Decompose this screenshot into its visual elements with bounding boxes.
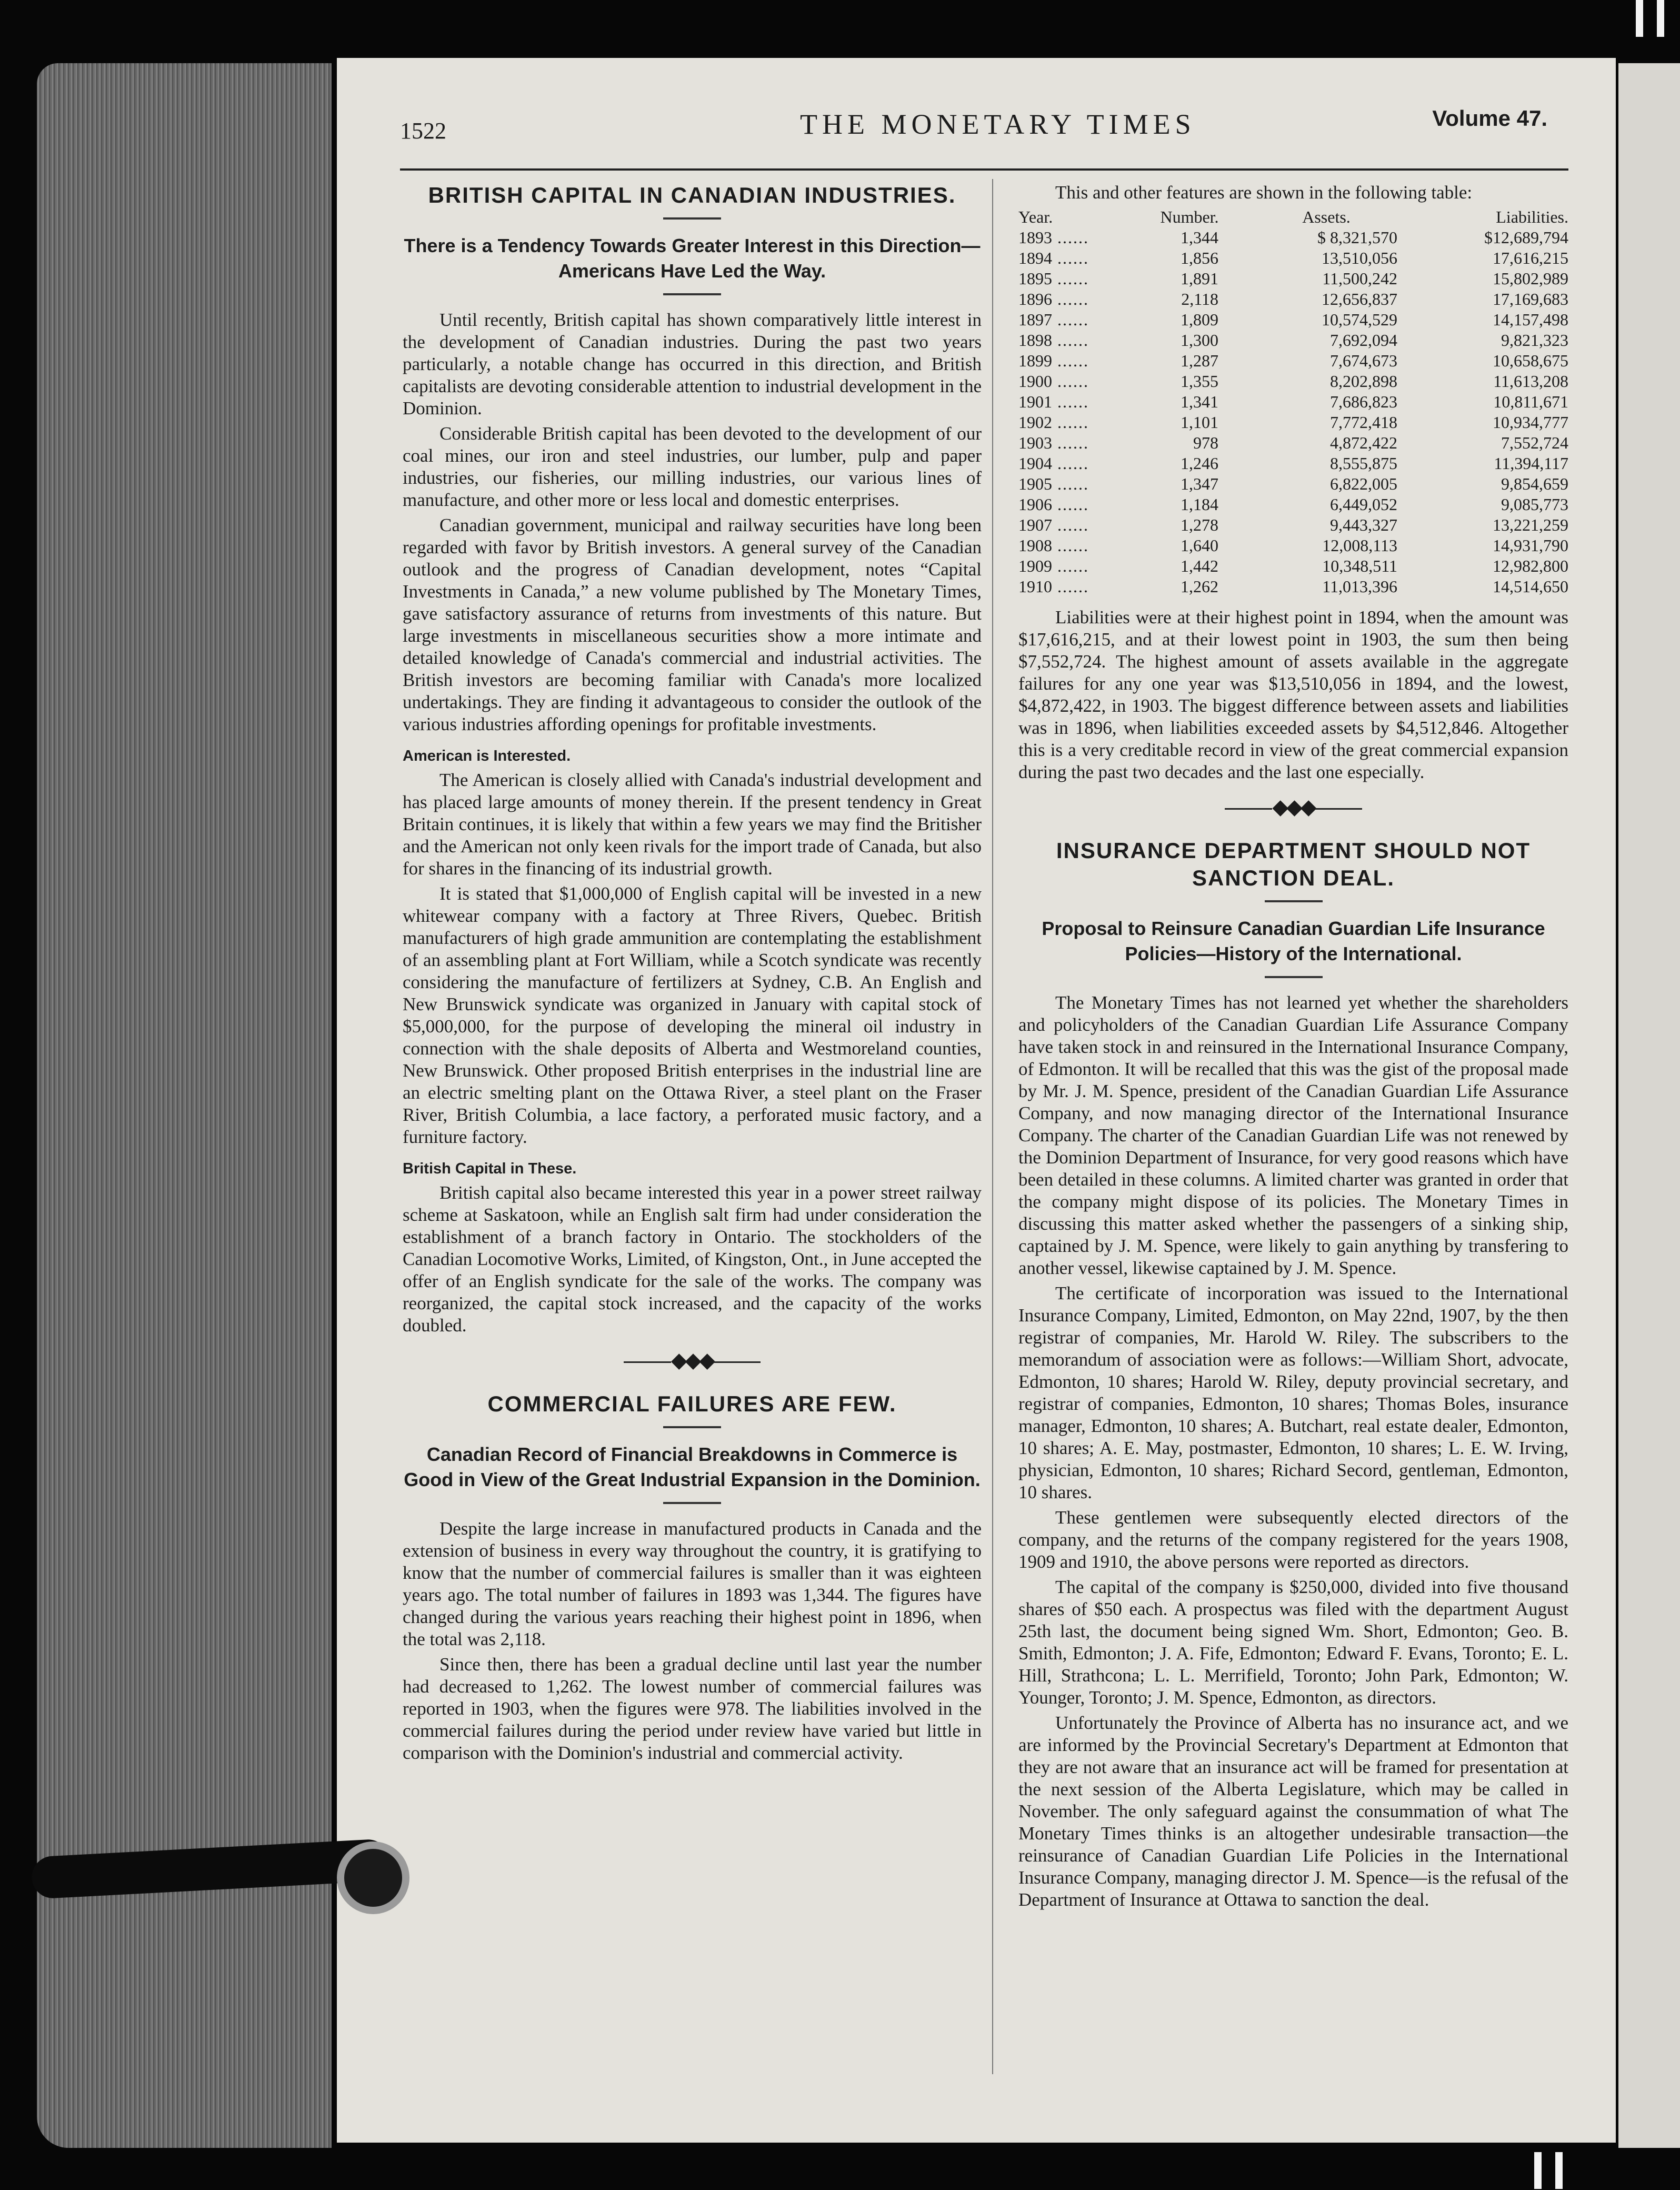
paragraph: Liabilities were at their highest point in 1894, when the amount was $17,616,215, and at their lowest point in 1903, the sum then being $7,552,724. The highest amount of assets available in the aggregate failures for any one year was $13,510,056 in 1894, and the lowest, $4,872,422, in 1903. The biggest difference between assets and liabilities was in 1896, when liabilities exceeded assets by $4,512,846. Altogether this is a very creditable record in view of the great commercial expansion during the past two decades and the last one especially. (1018, 607, 1568, 782)
pen-clip (337, 1841, 409, 1914)
film-mark (1534, 2152, 1542, 2189)
title-rule (663, 1426, 721, 1428)
table-cell-assets: 7,692,094 (1330, 331, 1397, 350)
film-mark (1555, 2152, 1563, 2189)
table-cell-year: 1904 ...... (1018, 453, 1139, 474)
table-cell-year: 1907 ...... (1018, 515, 1139, 535)
table-cell-liabilities: 17,169,683 (1493, 290, 1568, 308)
table-cell-assets: 7,674,673 (1330, 351, 1397, 370)
paragraph: The certificate of incorporation was issued to the International Insurance Company, Limited, Edmonton, on May 22nd, 1907, by the then registrar of companies, Mr. Harold W. Riley. The subscribers to the memorandum of association were as follows:—William Short, advocate, Edmonton, 10 shares; Harold W. Riley, deputy provincial secretary, and registrar of companies, Edmonton, 10 shares; Thomas Boles, insurance manager, Edmonton, 10 shares; A. Butchart, real estate dealer, Edmonton, 10 shares; A. E. May, postmaster, Edmonton, 10 shares; L. E. W. Irving, physician, Edmonton, 10 shares; Richard Secord, gentleman, Edmonton, 10 shares. (1018, 1283, 1568, 1502)
table-cell-liabilities: 13,221,259 (1493, 515, 1568, 534)
paragraph: These gentlemen were subsequently elected directors of the company, and the returns of the company registered for the years 1908, 1909 and 1910, the above persons were reported as directors. (1018, 1507, 1568, 1572)
table-body (1018, 227, 1568, 597)
table-cell-year: 1909 ...... (1018, 556, 1139, 576)
table-row (1018, 515, 1568, 535)
side-heading: British Capital in These. (403, 1160, 577, 1177)
table-cell-number: 1,262 (1181, 577, 1218, 596)
table-cell-liabilities: 9,085,773 (1501, 495, 1568, 514)
table-cell-liabilities: 14,931,790 (1493, 536, 1568, 555)
column-rule (992, 179, 993, 2074)
table-cell-assets: 6,449,052 (1330, 495, 1397, 514)
header-rule (400, 168, 1568, 171)
article-title: BRITISH CAPITAL IN CANADIAN INDUSTRIES. (428, 183, 956, 207)
film-mark (1657, 0, 1664, 37)
table-cell-number: 1,287 (1181, 351, 1218, 370)
table-row (1018, 227, 1568, 248)
table-row (1018, 576, 1568, 597)
table-row (1018, 351, 1568, 371)
subtitle-rule (663, 293, 721, 295)
table-cell-assets: 8,202,898 (1330, 372, 1397, 391)
table-cell-year: 1899 ...... (1018, 351, 1139, 371)
paragraph: Considerable British capital has been devoted to the development of our coal mines, our iron and steel industries, our lumber, pulp and paper industries, our fisheries, our milling industries, our various lines of manufacture, and other more or less local and domestic enterprises. (403, 423, 982, 510)
article-subtitle: Canadian Record of Financial Breakdowns in Commerce is Good in View of the Great Industrial Expansion in the Dominion. (404, 1444, 981, 1490)
table-cell-assets: 9,443,327 (1330, 515, 1397, 534)
table-cell-year: 1900 ...... (1018, 371, 1139, 392)
table-cell-number: 1,278 (1181, 515, 1218, 534)
table-header-row (1018, 207, 1568, 227)
table-cell-year: 1896 ...... (1018, 289, 1139, 310)
masthead: THE MONETARY TIMES (800, 108, 1196, 140)
left-column (403, 182, 982, 1767)
table-cell-assets: 12,008,113 (1322, 536, 1397, 555)
table-cell-year: 1897 ...... (1018, 310, 1139, 330)
column-header: Liabilities. (1496, 207, 1568, 226)
table-cell-number: 1,101 (1181, 413, 1218, 432)
paragraph: British capital also became interested this year in a power street railway scheme at Saskatoon, while an English salt firm had under consideration the establishment of a branch factory in Ontario. The stockholders of the Canadian Locomotive Works, Limited, of Kingston, Ont., in June accepted the offer of an English syndicate for the sale of the works. The company was reorganized, the capital stock increased, and the capacity of the works doubled. (403, 1182, 982, 1336)
paragraph: The capital of the company is $250,000, divided into five thousand shares of $50 each. A prospectus was filed with the department August 25th last, the document being signed Wm. Short, Edmonton; Geo. B. Smith, Edmonton; J. A. Fife, Edmonton; Edward F. Evans, Toronto; E. L. Hill, Strathcona; L. L. Merrifield, Toronto; John Park, Edmonton; W. Younger, Toronto; J. M. Spence, Edmonton, as directors. (1018, 1577, 1568, 1708)
volume-label: Volume 47. (1432, 106, 1547, 131)
table-cell-liabilities: 14,157,498 (1493, 310, 1568, 329)
table-row (1018, 371, 1568, 392)
table-row (1018, 494, 1568, 515)
paragraph: Despite the large increase in manufactured products in Canada and the extension of business in every way throughout the country, it is gratifying to know that the number of commercial failures is smaller than it was eighteen years ago. The total number of failures in 1893 was 1,344. The figures have changed during the various years reaching their highest point in 1896, when the total was 2,118. (403, 1518, 982, 1649)
table-row (1018, 268, 1568, 289)
table-cell-number: 1,355 (1181, 372, 1218, 391)
table-row (1018, 433, 1568, 453)
table-cell-liabilities: 7,552,724 (1501, 433, 1568, 452)
table-cell-assets: 4,872,422 (1330, 433, 1397, 452)
table-cell-year: 1905 ...... (1018, 474, 1139, 494)
table-row (1018, 289, 1568, 310)
book-page-edges (37, 63, 332, 2148)
table-cell-number: 1,442 (1181, 556, 1218, 575)
table-row (1018, 535, 1568, 556)
paragraph: It is stated that $1,000,000 of English capital will be invested in a new whitewear company with a factory at Three Rivers, Quebec. British manufacturers of high grade ammunition are contemplating the establishment of an assembling plant at Fort William, while a Scotch syndicate was recently considering the manufacture of fertilizers at Sydney, C.B. An English and New Brunswick syndicate was organized in January with capital stock of $5,000,000, for the purpose of developing the mineral oil industry in connection with the shale deposits of Alberta and Westmoreland counties, New Brunswick. Other proposed British enterprises in the industrial line are an electric smelting plant on the Ottawa River, a steel plant on the Fraser River, British Columbia, a lace factory, a perforated music factory, and a furniture factory. (403, 883, 982, 1147)
page-header (400, 103, 1547, 145)
table-cell-liabilities: 10,811,671 (1493, 392, 1568, 411)
article-title: INSURANCE DEPARTMENT SHOULD NOT SANCTION DEAL. (1056, 838, 1531, 890)
table-cell-liabilities: 15,802,989 (1493, 269, 1568, 288)
table-row (1018, 474, 1568, 494)
film-mark (1636, 0, 1643, 37)
column-header: Number. (1160, 207, 1219, 226)
table-cell-number: 2,118 (1181, 290, 1218, 308)
table-row (1018, 392, 1568, 412)
subtitle-rule (663, 1502, 721, 1504)
article-title: COMMERCIAL FAILURES ARE FEW. (487, 1391, 897, 1416)
table-cell-year: 1894 ...... (1018, 248, 1139, 268)
table-cell-number: 1,341 (1181, 392, 1218, 411)
facing-page-edge (1618, 63, 1680, 2148)
table-cell-liabilities: 12,982,800 (1493, 556, 1568, 575)
table-cell-assets: 13,510,056 (1322, 248, 1397, 267)
article-subtitle: There is a Tendency Towards Greater Interest in this Direction—Americans Have Led the Way. (404, 235, 981, 282)
table-cell-year: 1908 ...... (1018, 535, 1139, 556)
table-cell-assets: 10,348,511 (1322, 556, 1397, 575)
table-cell-assets: 11,013,396 (1322, 577, 1397, 596)
table-cell-assets: 6,822,005 (1330, 474, 1397, 493)
table-row (1018, 310, 1568, 330)
paragraph: Unfortunately the Province of Alberta has no insurance act, and we are informed by the Provincial Secretary's Department at Edmonton that they are not aware that an insurance act will be framed for presentation at the next session of the Alberta Legislature, which may be called in November. The only safeguard against the consummation of what The Monetary Times thinks is an altogether undesirable transaction—the reinsurance of Canadian Guardian Life Policies in the International Insurance Company, managing director J. M. Spence—is the refusal of the Department of Insurance at Ottawa to sanction the deal. (1018, 1713, 1568, 1910)
table-row (1018, 556, 1568, 576)
table-cell-assets: 7,772,418 (1330, 413, 1397, 432)
table-cell-assets: 7,686,823 (1330, 392, 1397, 411)
table-cell-liabilities: 9,854,659 (1501, 474, 1568, 493)
table-cell-assets: 10,574,529 (1322, 310, 1397, 329)
table-cell-number: 1,344 (1181, 228, 1218, 247)
table-cell-number: 1,300 (1181, 331, 1218, 350)
paragraph: Since then, there has been a gradual decline until last year the number had decreased to 1,262. The lowest number of commercial failures was reported in 1903, when the figures were 978. The liabilities involved in the commercial failures during the period under review have varied but little in comparison with the Dominion's industrial and commercial activity. (403, 1654, 982, 1763)
table-cell-assets: 8,555,875 (1330, 454, 1397, 473)
subtitle-rule (1265, 976, 1323, 978)
table-cell-number: 1,891 (1181, 269, 1218, 288)
table-cell-number: 1,640 (1181, 536, 1218, 555)
table-cell-liabilities: 9,821,323 (1501, 331, 1568, 350)
table-row (1018, 330, 1568, 351)
column-header: Assets. (1302, 207, 1351, 226)
table-cell-year: 1893 ...... (1018, 227, 1139, 248)
table-cell-year: 1903 ...... (1018, 433, 1139, 453)
table-cell-number: 1,856 (1181, 248, 1218, 267)
title-rule (1265, 900, 1323, 902)
table-cell-year: 1906 ...... (1018, 494, 1139, 515)
table-cell-number: 978 (1193, 433, 1218, 452)
side-heading: American is Interested. (403, 748, 571, 764)
table-row (1018, 248, 1568, 268)
table-cell-liabilities: $12,689,794 (1484, 228, 1568, 247)
table-intro: This and other features are shown in the following table: (1055, 182, 1473, 203)
table-cell-liabilities: 14,514,650 (1493, 577, 1568, 596)
table-cell-liabilities: 17,616,215 (1493, 248, 1568, 267)
table-cell-year: 1902 ...... (1018, 412, 1139, 433)
table-cell-assets: 12,656,837 (1322, 290, 1397, 308)
table-cell-liabilities: 11,394,117 (1494, 454, 1568, 473)
table-cell-number: 1,347 (1181, 474, 1218, 493)
table-cell-number: 1,246 (1181, 454, 1218, 473)
table-cell-liabilities: 10,658,675 (1493, 351, 1568, 370)
table-cell-liabilities: 10,934,777 (1493, 413, 1568, 432)
paragraph: The Monetary Times has not learned yet whether the shareholders and policyholders of the Canadian Guardian Life Assurance Company have taken stock in and reinsured in the International Insurance Company, of Edmonton. It will be recalled that this was the gist of the proposal made by Mr. J. M. Spence, president of the Canadian Guardian Life Assurance Company, and now managing director of the International Insurance Company. The charter of the Canadian Guardian Life was not renewed by the Dominion Department of Insurance, for very good reasons which have been detailed in these columns. A limited charter was granted in order that the company might dispose of its policies. The Monetary Times in discussing this matter asked whether the passengers of a sinking ship, captained by J. M. Spence, were likely to gain anything by transfering to another vessel, likewise captained by J. M. Spence. (1018, 992, 1568, 1278)
column-header: Year. (1018, 207, 1053, 226)
table-cell-year: 1901 ...... (1018, 392, 1139, 412)
table-cell-year: 1895 ...... (1018, 268, 1139, 289)
table-cell-assets: $ 8,321,570 (1317, 228, 1397, 247)
article-subtitle: Proposal to Reinsure Canadian Guardian Life Insurance Policies—History of the International. (1042, 918, 1545, 964)
table-cell-number: 1,184 (1181, 495, 1218, 514)
table-row (1018, 453, 1568, 474)
table-cell-number: 1,809 (1181, 310, 1218, 329)
table-cell-year: 1898 ...... (1018, 330, 1139, 351)
right-column (1018, 182, 1568, 1914)
table-cell-year: 1910 ...... (1018, 576, 1139, 597)
ornament-divider: ◆◆◆ (1018, 796, 1568, 818)
failures-table (1018, 207, 1568, 597)
title-rule (663, 217, 721, 220)
table-cell-assets: 11,500,242 (1322, 269, 1397, 288)
paragraph: The American is closely allied with Canada's industrial development and has placed large amounts of money therein. If the present tendency in Great Britain continues, it is likely that within a few years we may find the Britisher and the American not only keen rivals for the import trade of Canada, but also for shares in the financing of its industrial growth. (403, 770, 982, 879)
ornament-divider: ◆◆◆ (403, 1349, 982, 1371)
page-number: 1522 (400, 118, 446, 144)
paragraph: Until recently, British capital has shown comparatively little interest in the development of Canadian industries. During the past two years particularly, a notable change has occurred in this direction, and British capitalists are devoting considerable attention to industrial development in the Dominion. (403, 310, 982, 419)
table-row (1018, 412, 1568, 433)
paragraph: Canadian government, municipal and railway securities have long been regarded with favor by British investors. A general survey of the Canadian outlook and the progress of Canadian development, notes “Capital Investments in Canada,” a new volume published by The Monetary Times, gave satisfactory assurance of returns from investments of this nature. But large investments in miscellaneous securities show a more intimate and detailed knowledge of Canada's commercial and industrial activities. The British investors are becoming familiar with Canada's more localized undertakings. They are finding it advantageous to consider the outlook of the various industries affording openings for profitable investments. (403, 515, 982, 734)
table-cell-liabilities: 11,613,208 (1493, 372, 1568, 391)
